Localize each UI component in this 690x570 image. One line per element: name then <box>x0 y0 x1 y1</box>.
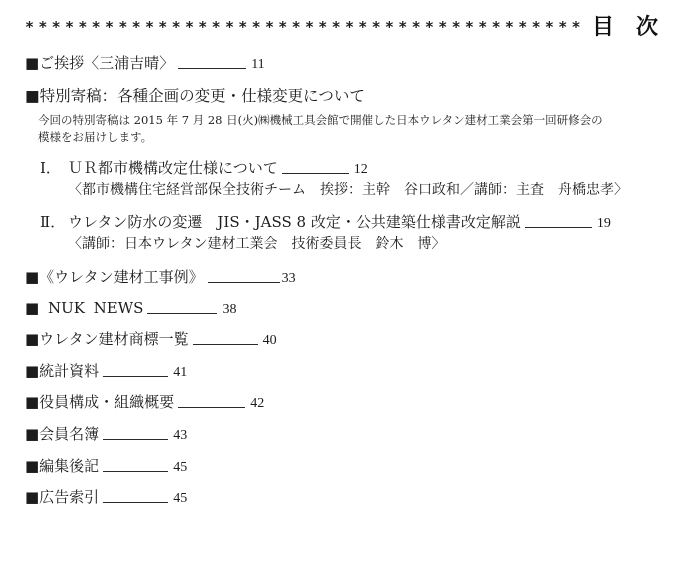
entry-label: ■特別寄稿：各種企画の変更・仕様変更について <box>25 87 365 105</box>
entry-label: ■ウレタン建材商標一覧 <box>25 330 189 348</box>
entry-label: ■広告索引 <box>25 488 100 506</box>
page-number: 42 <box>250 396 265 411</box>
part-2-speakers: 〈講師：日本ウレタン建材工業会 技術委員長 鈴木 博〉 <box>68 236 446 252</box>
leader-line <box>103 439 168 440</box>
page-number: 11 <box>251 57 265 72</box>
toc-entry-ad-index <box>25 487 187 507</box>
entry-label: ■ご挨拶〈三浦吉晴〉 <box>25 54 175 72</box>
toc-entry-nuk-news <box>25 298 236 318</box>
entry-label: ■《ウレタン建材工事例》 <box>25 268 204 286</box>
page-number: 19 <box>596 216 611 231</box>
leader-line <box>178 407 245 408</box>
leader-line <box>103 502 168 503</box>
leader-line <box>282 173 349 174</box>
special-intro-line-1: 今回の特別寄稿は 2015 年 7 月 28 日(火)㈱機械工具会館で開催した日本ウレタン建材工業会第一回研修会の <box>38 113 603 127</box>
part-1-speakers: 〈都市機構住宅経営部保全技術チーム 挨拶：主幹 谷口政和／講師：主査 舟橋忠孝〉 <box>68 182 628 198</box>
page-number: 43 <box>173 428 188 443</box>
toc-entry-part-1 <box>40 158 368 178</box>
page-number: 40 <box>262 333 277 348</box>
toc-entry-special <box>25 86 365 106</box>
toc-entry-statistics <box>25 361 187 381</box>
leader-line <box>103 471 168 472</box>
entry-label: ウレタン防水の変遷 JIS・JASS 8 改定・公共建築仕様書改定解説 <box>68 213 521 231</box>
leader-line <box>193 344 258 345</box>
leader-line <box>147 313 217 314</box>
entry-label: ■役員構成・組織概要 <box>25 393 175 411</box>
page-number: 33 <box>281 271 296 286</box>
page-number: 38 <box>222 302 237 317</box>
special-intro-line-2: 模様をお届けします。 <box>38 130 153 144</box>
entry-label: ■会員名簿 <box>25 425 100 443</box>
entry-label: ■ NUK NEWS <box>25 299 144 317</box>
toc-entry-officers <box>25 392 264 412</box>
part-numeral: Ⅱ． <box>40 213 66 231</box>
entry-label: ■統計資料 <box>25 362 100 380</box>
page-number: 45 <box>173 491 188 506</box>
toc-entry-greeting <box>25 53 265 73</box>
page-number: 45 <box>173 460 188 475</box>
page-number: 41 <box>173 365 188 380</box>
toc-entry-trademark-list <box>25 329 277 349</box>
leader-line <box>525 227 592 228</box>
leader-line <box>103 376 168 377</box>
toc-entry-part-2 <box>40 212 611 232</box>
leader-line <box>208 282 280 283</box>
page-number: 12 <box>353 162 368 177</box>
leader-line <box>178 68 246 69</box>
toc-title: 目 次 <box>592 14 659 40</box>
part-numeral: Ⅰ． <box>40 159 61 177</box>
asterisk-rule: ****************************************** <box>25 18 585 36</box>
entry-label: ■編集後記 <box>25 457 100 475</box>
toc-entry-member-list <box>25 424 187 444</box>
toc-entry-construction-examples <box>25 267 296 287</box>
entry-label: ＵＲ都市機構改定仕様について <box>68 159 278 177</box>
toc-entry-editors-note <box>25 456 187 476</box>
